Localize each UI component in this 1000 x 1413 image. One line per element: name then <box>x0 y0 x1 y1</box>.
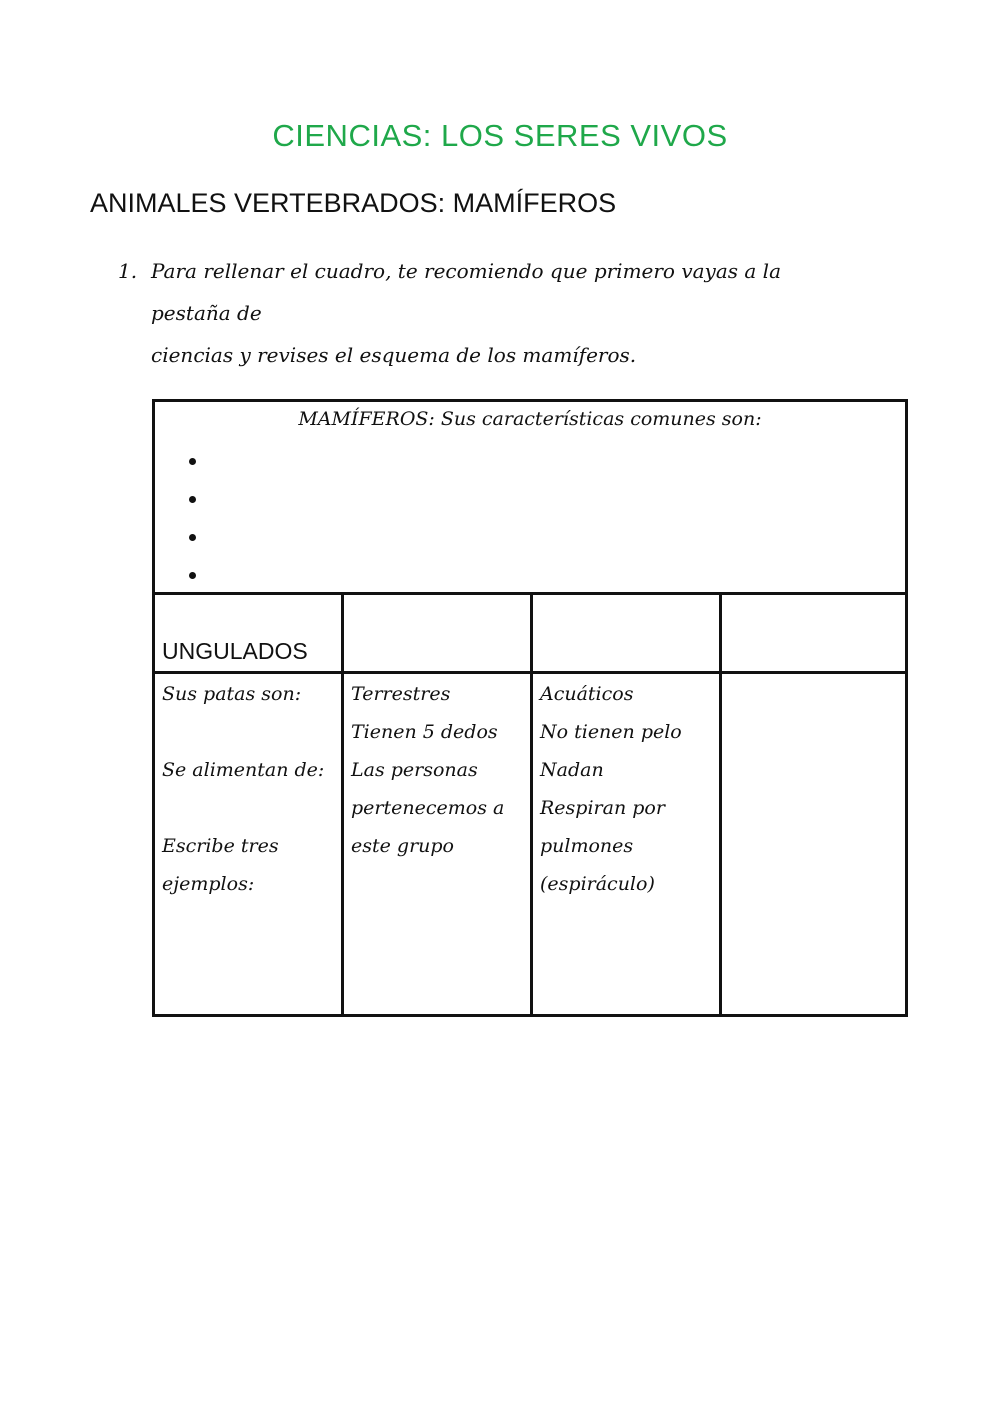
acuaticos-line-4: Respiran por <box>540 797 665 819</box>
cell-acuaticos <box>540 675 716 903</box>
instruction <box>118 250 858 376</box>
cell-empty-answer[interactable] <box>729 675 899 1005</box>
question-alimentan: Se alimentan de: <box>162 759 325 781</box>
terrestres-line-4: pertenecemos a <box>351 797 505 819</box>
instruction-line-2: ciencias y revises el esquema de los mamíferos. <box>151 343 637 367</box>
cell-header-empty[interactable] <box>729 598 899 668</box>
page-title: CIENCIAS: LOS SERES VIVOS <box>272 118 728 153</box>
acuaticos-line-2: No tienen pelo <box>540 721 682 743</box>
terrestres-line-5: este grupo <box>351 835 454 857</box>
table-divider-col-2 <box>530 592 533 1014</box>
instruction-number: 1. <box>118 259 138 283</box>
question-ejemplos-1: Escribe tres <box>162 835 279 857</box>
terrestres-line-1: Terrestres <box>351 683 451 705</box>
acuaticos-line-3: Nadan <box>540 759 604 781</box>
terrestres-line-2: Tienen 5 dedos <box>351 721 498 743</box>
cell-header-acuaticos[interactable] <box>540 598 716 668</box>
terrestres-line-3: Las personas <box>351 759 478 781</box>
table-header: MAMÍFEROS: Sus características comunes son: <box>298 408 762 430</box>
acuaticos-line-6: (espiráculo) <box>540 873 655 895</box>
instruction-line-1: Para rellenar el cuadro, te recomiendo que primero vayas a la pestaña de <box>151 259 781 325</box>
question-patas: Sus patas son: <box>162 683 302 705</box>
mammals-table <box>152 399 908 1017</box>
acuaticos-line-1: Acuáticos <box>540 683 634 705</box>
cell-ungulados-questions <box>162 675 338 903</box>
cell-header-terrestres[interactable] <box>351 598 527 668</box>
cell-terrestres <box>351 675 527 865</box>
table-divider-col-3 <box>719 592 722 1014</box>
cell-ungulados: UNGULADOS <box>162 638 308 664</box>
table-divider-col-1 <box>341 592 344 1014</box>
acuaticos-line-5: pulmones <box>540 835 634 857</box>
section-subtitle: ANIMALES VERTEBRADOS: MAMÍFEROS <box>90 188 617 218</box>
question-ejemplos-2: ejemplos: <box>162 873 255 895</box>
